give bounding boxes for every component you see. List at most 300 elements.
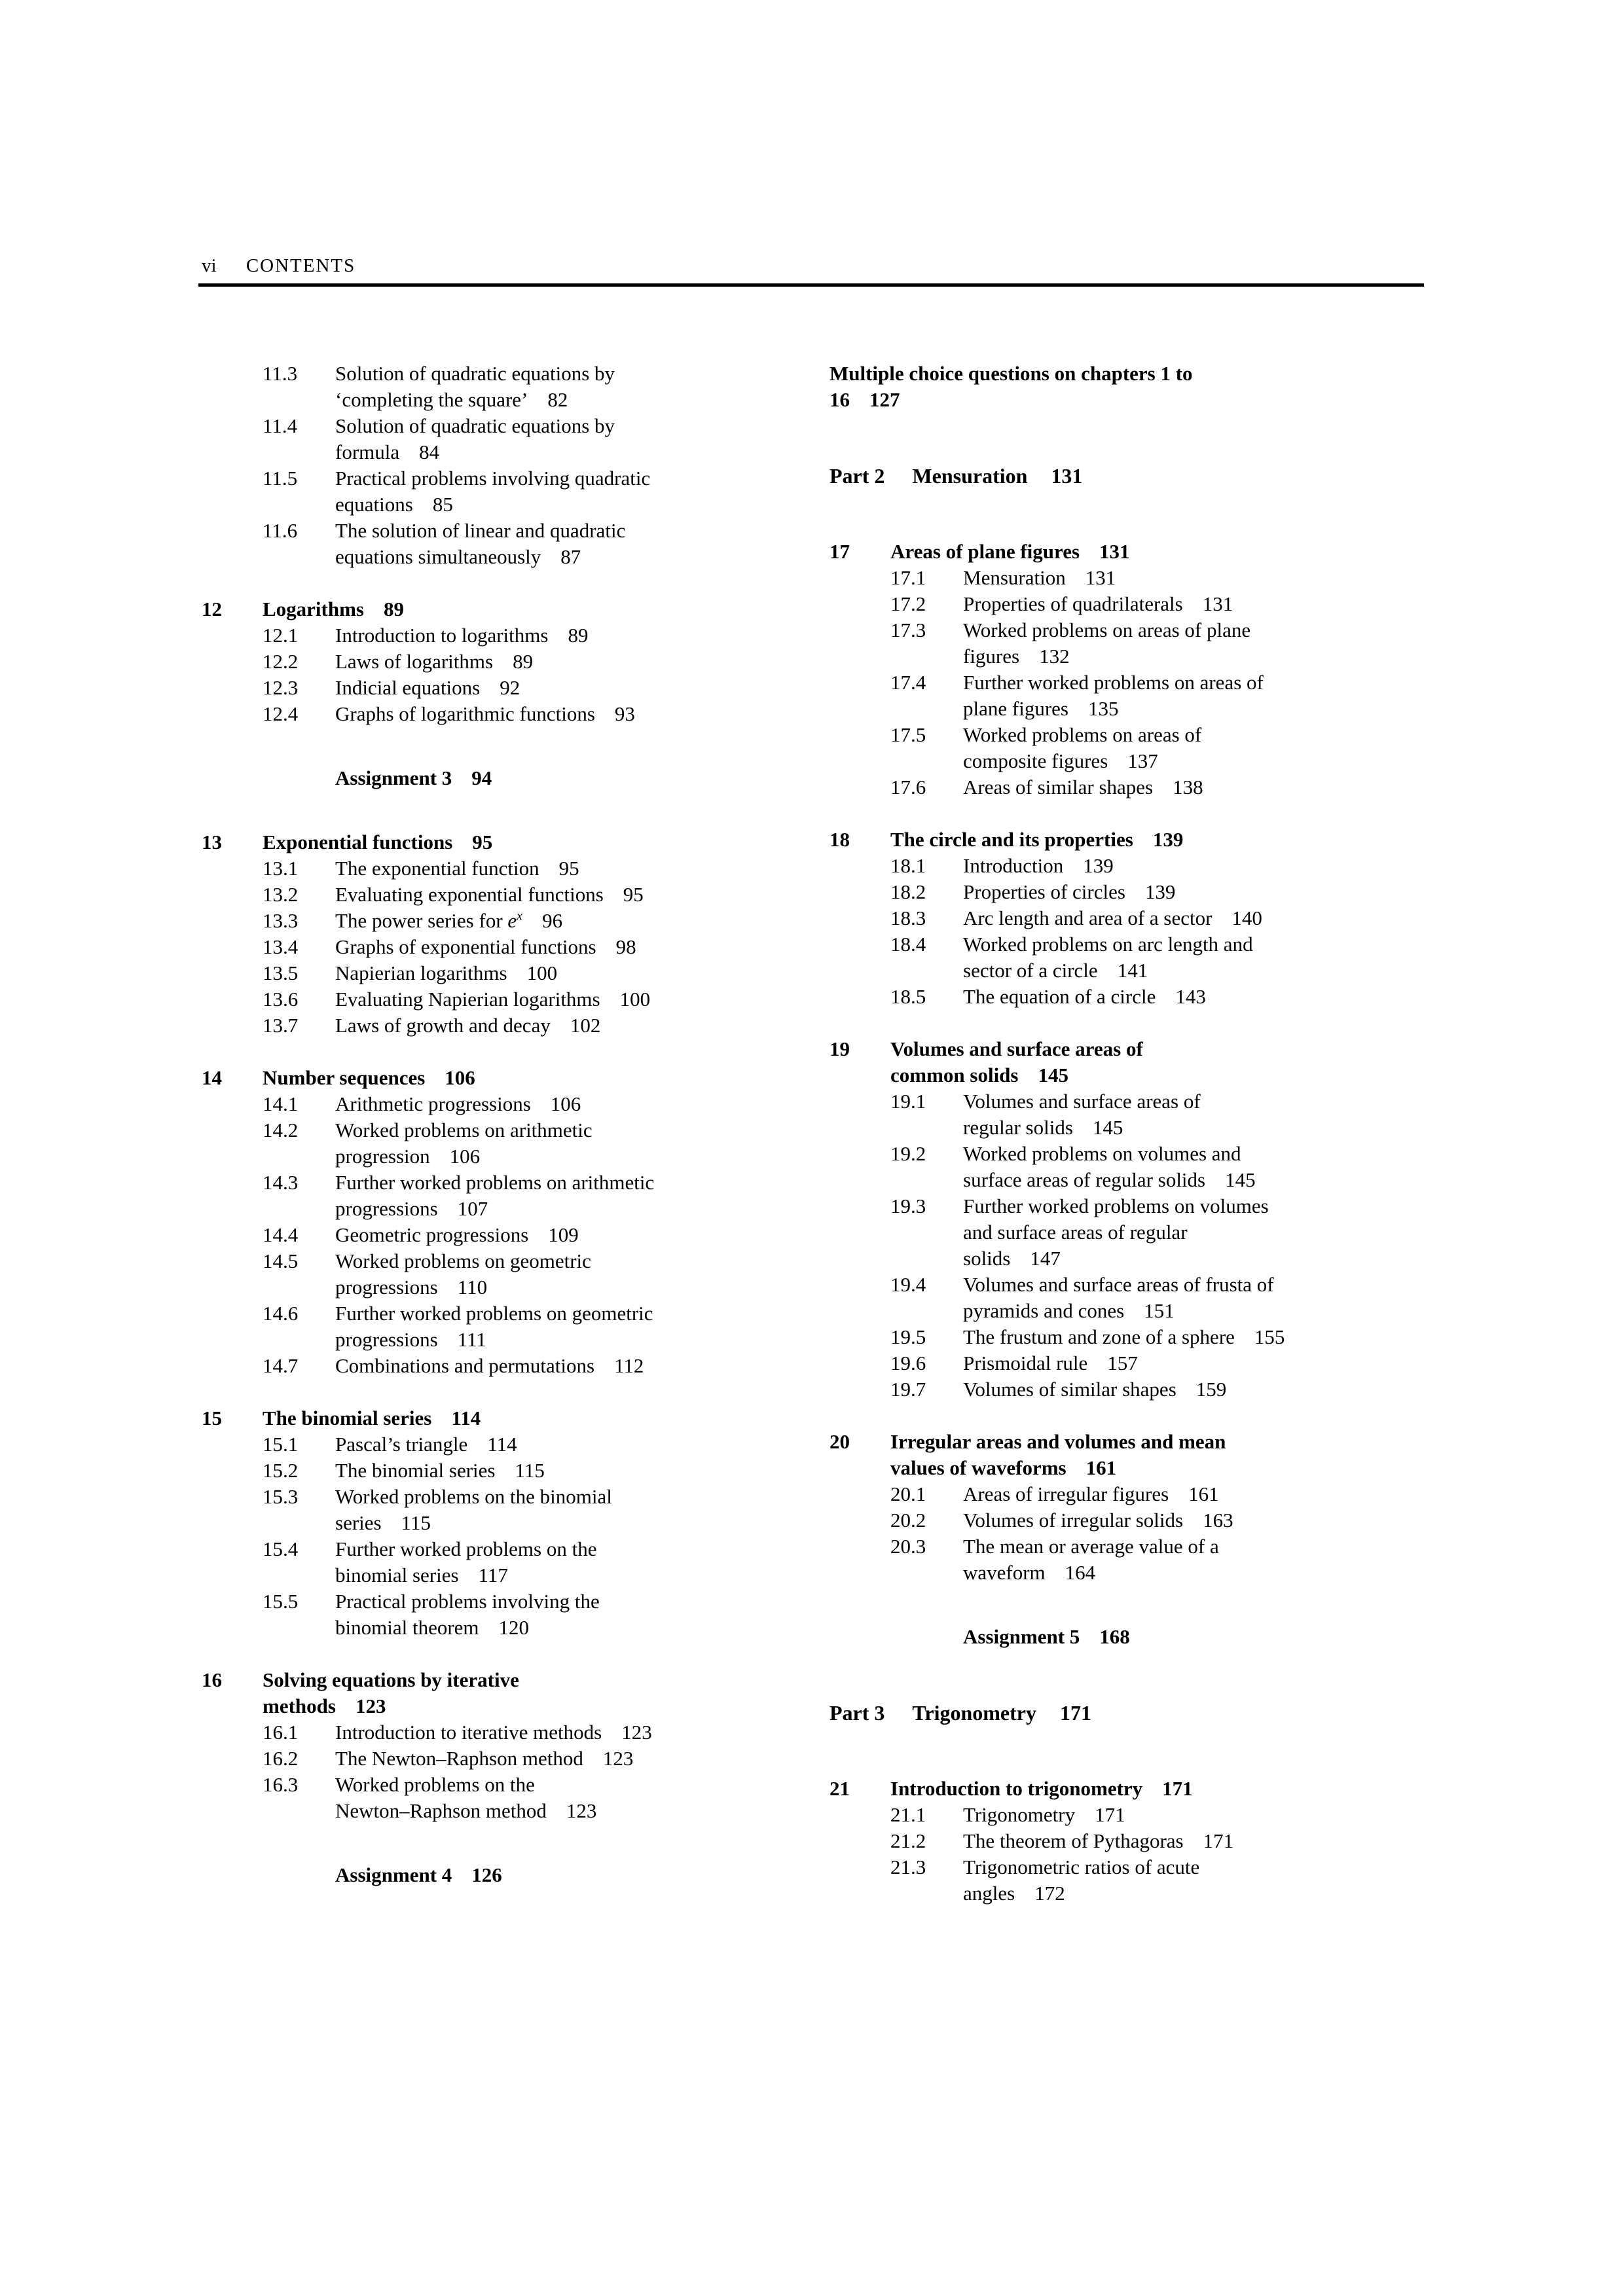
entry-line — [263, 361, 817, 387]
entry-title-line: formula — [335, 440, 400, 463]
entry-title-line: progressions — [335, 1276, 438, 1299]
page-ref: 145 — [1038, 1064, 1068, 1086]
toc-section-21.3 — [830, 1854, 1445, 1907]
page-ref: 139 — [1144, 880, 1176, 903]
entry-line — [263, 1772, 817, 1798]
page-ref: 106 — [445, 1066, 475, 1089]
entry-line — [263, 1170, 817, 1196]
entry-title-line: and surface areas of regular — [963, 1221, 1188, 1244]
entry-line — [890, 565, 1445, 591]
page-ref: 98 — [615, 935, 636, 958]
page-number: vi — [202, 255, 217, 276]
toc-section-19.7 — [830, 1376, 1445, 1403]
section-number: 11.5 — [263, 467, 298, 490]
toc-section-13.4 — [202, 934, 817, 960]
entry-line — [890, 1350, 1445, 1376]
entry-title-line: regular solids — [963, 1116, 1073, 1139]
page-ref: 172 — [1034, 1882, 1065, 1905]
section-number: 21.1 — [890, 1803, 926, 1826]
section-number: 19.6 — [890, 1352, 926, 1374]
entry-line — [263, 960, 817, 986]
entry-title-line: composite figures — [963, 749, 1108, 772]
toc-chapter-16 — [202, 1667, 817, 1719]
entry-line — [963, 1560, 1445, 1586]
part-line — [830, 463, 1445, 489]
entry-line — [963, 1115, 1445, 1141]
page-ref: 123 — [355, 1695, 386, 1717]
section-number: 15.3 — [263, 1485, 299, 1508]
entry-line — [263, 1693, 817, 1719]
toc-section-17.4 — [830, 670, 1445, 722]
entry-line — [335, 1562, 817, 1588]
entry-title-line: The mean or average value of a — [963, 1535, 1219, 1558]
section-number: 15.5 — [263, 1590, 299, 1613]
entry-title-line: Worked problems on arc length and — [963, 933, 1253, 956]
entry-line — [890, 774, 1445, 800]
toc-part — [830, 463, 1445, 489]
page-ref: 107 — [457, 1197, 488, 1220]
entry-line — [890, 1272, 1445, 1298]
entry-line — [963, 1298, 1445, 1324]
entry-title-line: Newton–Raphson method — [335, 1799, 547, 1822]
page-ref: 114 — [451, 1407, 481, 1429]
toc-section-13.6 — [202, 986, 817, 1013]
page-ref: 84 — [419, 440, 440, 463]
entry-line — [202, 1405, 817, 1431]
toc-section-13.2 — [202, 882, 817, 908]
toc-section-20.1 — [830, 1481, 1445, 1507]
toc-section-14.6 — [202, 1300, 817, 1353]
page-ref: 96 — [542, 909, 563, 932]
entry-line — [890, 1088, 1445, 1115]
entry-title-line: Exponential functions — [263, 831, 453, 853]
toc-section-11.6 — [202, 518, 817, 570]
entry-title-line: Areas of irregular figures — [963, 1482, 1169, 1505]
entry-title-line: Practical problems involving quadratic — [335, 467, 651, 490]
entry-title-line: Worked problems on volumes and — [963, 1142, 1241, 1165]
entry-line — [263, 1536, 817, 1562]
entry-title-line: common solids — [890, 1064, 1019, 1086]
entry-title-line: Properties of quadrilaterals — [963, 592, 1183, 615]
section-number: 11.3 — [263, 362, 298, 385]
toc-assignment — [830, 1624, 1445, 1650]
entry-line — [263, 1013, 817, 1039]
page-ref: 138 — [1173, 776, 1203, 798]
entry-title-line: Worked problems on areas of — [963, 723, 1202, 746]
page-ref: 92 — [500, 676, 520, 699]
page-ref: 171 — [1095, 1803, 1125, 1826]
entry-line — [890, 1376, 1445, 1403]
toc-section-15.5 — [202, 1588, 817, 1641]
page-ref: 123 — [602, 1747, 634, 1770]
section-number: 12.2 — [263, 650, 299, 673]
entry-title-line: Evaluating Napierian logarithms — [335, 988, 600, 1011]
entry-line — [335, 1327, 817, 1353]
entry-title-line: Introduction to iterative methods — [335, 1721, 602, 1744]
section-number: 18.4 — [890, 933, 926, 956]
section-number: 16.2 — [263, 1747, 299, 1770]
entry-title-line: Further worked problems on arithmetic — [335, 1171, 655, 1194]
section-number: 21.2 — [890, 1829, 926, 1852]
entry-line — [830, 1429, 1445, 1455]
page-ref: 87 — [560, 545, 581, 568]
entry-line — [335, 765, 817, 791]
toc-assignment — [202, 765, 817, 791]
section-number: 17.3 — [890, 619, 926, 641]
section-number: 12.3 — [263, 676, 299, 699]
page-ref: 151 — [1144, 1299, 1175, 1322]
entry-line — [202, 596, 817, 622]
page-ref: 135 — [1087, 697, 1119, 720]
entry-line — [963, 1880, 1445, 1907]
toc-section-18.3 — [830, 905, 1445, 931]
section-number: 14.4 — [263, 1223, 299, 1246]
entry-line — [263, 1746, 817, 1772]
section-number: 15.4 — [263, 1537, 299, 1560]
toc-chapter-20 — [830, 1429, 1445, 1481]
section-number: 17.4 — [890, 671, 926, 694]
entry-title-line: Graphs of logarithmic functions — [335, 702, 595, 725]
entry-line — [202, 829, 817, 855]
entry-title-line: progressions — [335, 1328, 438, 1351]
entry-title-line: Evaluating exponential functions — [335, 883, 604, 906]
page-ref: 171 — [1059, 1701, 1091, 1725]
chapter-number: 16 — [202, 1668, 222, 1691]
part-line — [830, 1700, 1445, 1726]
entry-line — [890, 879, 1445, 905]
section-number: 20.1 — [890, 1482, 926, 1505]
toc-section-18.1 — [830, 853, 1445, 879]
toc-chapter-18 — [830, 827, 1445, 853]
entry-title-line: The solution of linear and quadratic — [335, 519, 626, 542]
entry-line — [263, 882, 817, 908]
section-number: 14.7 — [263, 1354, 299, 1377]
entry-title-line: Volumes and surface areas of — [890, 1037, 1143, 1060]
page-ref: 164 — [1065, 1561, 1096, 1584]
entry-line — [263, 465, 817, 492]
entry-title-line: The binomial series — [335, 1459, 496, 1482]
entry-line — [263, 1222, 817, 1248]
entry-title-line: solids — [963, 1247, 1011, 1270]
entry-line — [890, 1141, 1445, 1167]
page-ref: 106 — [550, 1092, 581, 1115]
toc-section-14.5 — [202, 1248, 817, 1300]
entry-line — [830, 361, 1445, 387]
page-ref: 137 — [1127, 749, 1158, 772]
entry-title-line: Worked problems on geometric — [335, 1249, 591, 1272]
page-ref: 89 — [513, 650, 534, 673]
entry-title-line: The theorem of Pythagoras — [963, 1829, 1184, 1852]
section-number: 14.3 — [263, 1171, 299, 1194]
chapter-number: 17 — [830, 540, 850, 563]
entry-title-line: waveform — [963, 1561, 1046, 1584]
section-number: 17.5 — [890, 723, 926, 746]
entry-title-line: The Newton–Raphson method — [335, 1747, 583, 1770]
part-title: Trigonometry — [912, 1701, 1036, 1725]
entry-line — [263, 1458, 817, 1484]
entry-title-line: Further worked problems on geometric — [335, 1302, 653, 1325]
toc-column-left — [202, 361, 817, 1926]
page-ref: 141 — [1117, 959, 1148, 982]
page-ref: 82 — [547, 388, 568, 411]
entry-title-line: pyramids and cones — [963, 1299, 1125, 1322]
entry-title-line: Napierian logarithms — [335, 961, 507, 984]
page-ref: 132 — [1039, 645, 1070, 668]
section-number: 18.5 — [890, 985, 926, 1008]
section-number: 17.6 — [890, 776, 926, 798]
toc-section-14.7 — [202, 1353, 817, 1379]
page-ref: 145 — [1225, 1168, 1256, 1191]
entry-title-line: Laws of logarithms — [335, 650, 494, 673]
toc-chapter-12 — [202, 596, 817, 622]
entry-title-line: Graphs of exponential functions — [335, 935, 596, 958]
entry-line — [963, 748, 1445, 774]
section-number: 20.3 — [890, 1535, 926, 1558]
entry-line — [263, 701, 817, 727]
entry-line — [890, 931, 1445, 958]
entry-title-line: Worked problems on the binomial — [335, 1485, 612, 1508]
entry-title-line: Solving equations by iterative — [263, 1668, 519, 1691]
entry-title-line: Prismoidal rule — [963, 1352, 1088, 1374]
section-number: 18.2 — [890, 880, 926, 903]
entry-line — [890, 1062, 1445, 1088]
entry-line — [963, 1219, 1445, 1246]
entry-title-line: The equation of a circle — [963, 985, 1156, 1008]
section-number: 19.5 — [890, 1325, 926, 1348]
entry-title-line: Laws of growth and decay — [335, 1014, 551, 1037]
entry-line — [263, 1719, 817, 1746]
section-number: 21.3 — [890, 1856, 926, 1878]
entry-title-line: The power series for $e^x$ — [335, 908, 523, 932]
page-ref: 139 — [1083, 854, 1114, 877]
page-ref: 161 — [1085, 1456, 1117, 1479]
toc-section-13.7 — [202, 1013, 817, 1039]
entry-title-line: Indicial equations — [335, 676, 481, 699]
entry-line — [830, 539, 1445, 565]
section-number: 19.7 — [890, 1378, 926, 1401]
toc-section-17.3 — [830, 617, 1445, 670]
toc-section-18.5 — [830, 984, 1445, 1010]
entry-line — [890, 1193, 1445, 1219]
toc-section-11.4 — [202, 413, 817, 465]
entry-line — [963, 1167, 1445, 1193]
chapter-number: 15 — [202, 1407, 222, 1429]
toc-section-15.4 — [202, 1536, 817, 1588]
toc-chapter-15 — [202, 1405, 817, 1431]
section-number: 19.2 — [890, 1142, 926, 1165]
entry-title-line: ‘completing the square’ — [335, 388, 528, 411]
entry-title-line: Volumes and surface areas of — [963, 1090, 1201, 1113]
entry-line — [335, 544, 817, 570]
entry-line — [335, 492, 817, 518]
toc-section-14.3 — [202, 1170, 817, 1222]
entry-title-line: Solution of quadratic equations by — [335, 362, 615, 385]
entry-line — [890, 722, 1445, 748]
chapter-number: 21 — [830, 1777, 850, 1800]
toc-chapter-13 — [202, 829, 817, 855]
toc-chapter-19 — [830, 1036, 1445, 1088]
section-number: 13.2 — [263, 883, 299, 906]
entry-line — [335, 387, 817, 413]
entry-line — [263, 413, 817, 439]
page-ref: 168 — [1099, 1625, 1130, 1648]
page-ref: 140 — [1231, 906, 1262, 929]
toc-section-19.5 — [830, 1324, 1445, 1350]
section-number: 20.2 — [890, 1509, 926, 1532]
toc-section-18.2 — [830, 879, 1445, 905]
entry-title-line: methods — [263, 1695, 336, 1717]
section-number: 12.1 — [263, 624, 299, 647]
page-ref: 147 — [1030, 1247, 1061, 1270]
entry-title-line: The frustum and zone of a sphere — [963, 1325, 1235, 1348]
toc-section-13.3 — [202, 908, 817, 934]
toc-assignment — [202, 1862, 817, 1888]
section-number: 16.1 — [263, 1721, 299, 1744]
entry-title-line: 16 — [830, 388, 850, 411]
part-label: Part 2 — [830, 464, 885, 488]
entry-line — [263, 934, 817, 960]
page-ref: 123 — [621, 1721, 652, 1744]
section-number: 18.1 — [890, 854, 926, 877]
entry-line — [335, 1862, 817, 1888]
page-ref: 106 — [449, 1145, 481, 1168]
entry-title-line: Areas of similar shapes — [963, 776, 1154, 798]
entry-title-line: Further worked problems on volumes — [963, 1194, 1269, 1217]
entry-title-line: sector of a circle — [963, 959, 1098, 982]
entry-line — [335, 439, 817, 465]
entry-line — [263, 1353, 817, 1379]
section-number: 11.6 — [263, 519, 298, 542]
section-number: 19.4 — [890, 1273, 926, 1296]
toc-part — [830, 1700, 1445, 1726]
page-ref: 163 — [1203, 1509, 1233, 1532]
page-ref: 155 — [1254, 1325, 1285, 1348]
entry-title-line: progressions — [335, 1197, 438, 1220]
section-number: 13.4 — [263, 935, 299, 958]
page-ref: 95 — [472, 831, 493, 853]
section-number: 18.3 — [890, 906, 926, 929]
toc-section-13.5 — [202, 960, 817, 986]
page-ref: 145 — [1092, 1116, 1123, 1139]
section-number: 11.4 — [263, 414, 298, 437]
entry-title-line: Further worked problems on the — [335, 1537, 597, 1560]
entry-title-line: Volumes of irregular solids — [963, 1509, 1184, 1532]
chapter-number: 12 — [202, 598, 222, 620]
entry-title-line: Volumes and surface areas of frusta of — [963, 1273, 1274, 1296]
entry-title-line: The circle and its properties — [890, 828, 1133, 851]
page-ref: 131 — [1051, 464, 1083, 488]
entry-title-line: Number sequences — [263, 1066, 426, 1089]
entry-title-line: values of waveforms — [890, 1456, 1067, 1479]
entry-line — [963, 696, 1445, 722]
section-number: 14.2 — [263, 1119, 299, 1141]
page-ref: 159 — [1195, 1378, 1227, 1401]
entry-title-line: Arithmetic progressions — [335, 1092, 531, 1115]
page-ref: 114 — [487, 1433, 517, 1456]
entry-line — [890, 984, 1445, 1010]
entry-title-line: Properties of circles — [963, 880, 1125, 903]
entry-title-line: angles — [963, 1882, 1015, 1905]
entry-title-line: Combinations and permutations — [335, 1354, 595, 1377]
entry-line — [263, 518, 817, 544]
toc-chapter-21 — [830, 1776, 1445, 1802]
entry-line — [263, 675, 817, 701]
page-ref: 100 — [619, 988, 651, 1011]
entry-line — [263, 855, 817, 882]
entry-line — [263, 1248, 817, 1274]
entry-title-line: The exponential function — [335, 857, 539, 880]
toc-section-14.2 — [202, 1117, 817, 1170]
page-ref: 89 — [384, 598, 404, 620]
toc-section-12.2 — [202, 649, 817, 675]
toc-chapter-17 — [830, 539, 1445, 565]
entry-title-line: Introduction to trigonometry — [890, 1777, 1143, 1800]
entry-line — [202, 1065, 817, 1091]
toc-section-12.1 — [202, 622, 817, 649]
entry-title-line: Worked problems on areas of plane — [963, 619, 1251, 641]
entry-line — [830, 827, 1445, 853]
page-ref: 85 — [432, 493, 453, 516]
page-ref: 102 — [570, 1014, 601, 1037]
page-ref: 117 — [478, 1564, 508, 1587]
toc-section-19.2 — [830, 1141, 1445, 1193]
entry-line — [202, 1667, 817, 1693]
entry-title-line: Further worked problems on areas of — [963, 671, 1264, 694]
page-ref: 171 — [1162, 1777, 1193, 1800]
toc-section-14.4 — [202, 1222, 817, 1248]
toc-mcq — [830, 361, 1445, 413]
entry-title-line: series — [335, 1511, 382, 1534]
entry-title-line: Assignment 5 — [963, 1625, 1080, 1648]
chapter-number: 20 — [830, 1430, 850, 1453]
toc-section-17.2 — [830, 591, 1445, 617]
page-ref: 120 — [498, 1616, 530, 1639]
page-ref: 110 — [457, 1276, 488, 1299]
entry-title-line: Assignment 3 — [335, 766, 452, 789]
section-number: 13.6 — [263, 988, 299, 1011]
page-ref: 95 — [558, 857, 579, 880]
entry-line — [335, 1196, 817, 1222]
section-number: 14.5 — [263, 1249, 299, 1272]
entry-line — [890, 1534, 1445, 1560]
entry-line — [263, 1091, 817, 1117]
toc-section-18.4 — [830, 931, 1445, 984]
page-ref: 111 — [457, 1328, 486, 1351]
entry-line — [890, 1481, 1445, 1507]
entry-line — [890, 1455, 1445, 1481]
entry-line — [963, 1246, 1445, 1272]
entry-line — [963, 958, 1445, 984]
page-ref: 126 — [471, 1863, 502, 1886]
entry-line — [263, 1300, 817, 1327]
section-number: 13.7 — [263, 1014, 299, 1037]
section-number: 13.5 — [263, 961, 299, 984]
header-rule — [198, 283, 1424, 287]
toc-section-12.4 — [202, 701, 817, 727]
page-ref: 109 — [548, 1223, 579, 1246]
page-ref: 112 — [614, 1354, 644, 1377]
page-ref: 93 — [614, 702, 635, 725]
entry-line — [335, 1798, 817, 1824]
entry-title-line: Multiple choice questions on chapters 1 to — [830, 362, 1193, 385]
toc-section-15.1 — [202, 1431, 817, 1458]
section-number: 17.2 — [890, 592, 926, 615]
entry-line — [890, 1828, 1445, 1854]
page-ref: 131 — [1202, 592, 1233, 615]
entry-line — [890, 617, 1445, 643]
toc-section-15.3 — [202, 1484, 817, 1536]
toc-section-19.1 — [830, 1088, 1445, 1141]
